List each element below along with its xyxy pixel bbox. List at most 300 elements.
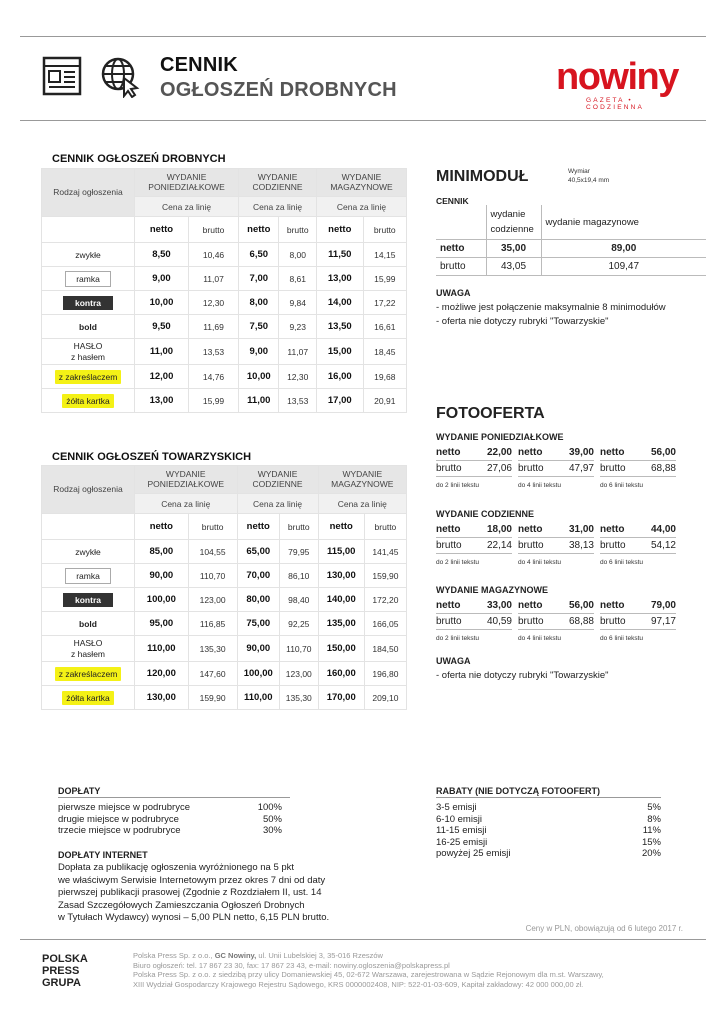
mm-netto-label: netto xyxy=(436,240,486,258)
netto-value: 31,00 xyxy=(568,524,594,535)
fotooferta-section-title: WYDANIE PONIEDZIAŁKOWE xyxy=(436,432,564,442)
footer-line1-post: ul. Unii Lubelskiej 3, 35-016 Rzeszów xyxy=(256,951,383,960)
row-label: HASŁO xyxy=(73,340,103,351)
brutto-value: 209,10 xyxy=(364,686,406,710)
logo-text: nowiny xyxy=(556,56,678,98)
row-label-cell xyxy=(42,612,135,636)
row-label: żółta kartka xyxy=(62,691,113,705)
rabaty-label: 11-15 emisji xyxy=(436,825,487,836)
brutto-value: 110,70 xyxy=(279,636,318,662)
brutto-value: 15,99 xyxy=(363,267,406,291)
fotooferta-netto-row xyxy=(436,445,512,461)
brutto-value: 16,61 xyxy=(363,315,406,339)
towarzyskich-title: CENNIK OGŁOSZEŃ TOWARZYSKICH xyxy=(52,451,252,463)
netto-value: 65,00 xyxy=(237,540,279,564)
doplaty-item xyxy=(58,814,282,826)
row-label-cell xyxy=(42,636,135,662)
fotooferta-note: do 4 linii tekstu xyxy=(518,559,561,566)
netto-header: netto xyxy=(318,514,364,540)
fotooferta-cell xyxy=(518,598,594,642)
brutto-value: 13,53 xyxy=(279,389,317,413)
table-row xyxy=(42,662,407,686)
netto-value: 90,00 xyxy=(237,636,279,662)
fotooferta-note: do 2 linii tekstu xyxy=(436,559,479,566)
brutto-value: 86,10 xyxy=(279,564,318,588)
brutto-value: 47,97 xyxy=(568,463,594,474)
doplaty-value: 50% xyxy=(262,813,282,825)
footer-line2: Biuro ogłoszeń: tel. 17 867 23 30, fax: 17 867 23 43, e-mail: nowiny.ogloszenia@polskapress.pl xyxy=(133,960,450,970)
edition-header: WYDANIE CODZIENNE xyxy=(239,169,317,197)
table-row xyxy=(42,267,407,291)
internet-line: pierwszej publikacji prasowej (Zgodnie z Rozdziałem II, ust. 14 xyxy=(58,887,322,898)
netto-value: 130,00 xyxy=(318,564,364,588)
brutto-label: brutto xyxy=(518,616,544,627)
brutto-value: 9,84 xyxy=(279,291,317,315)
mm-brutto-value: 43,05 xyxy=(486,258,541,276)
row-label: HASŁO xyxy=(73,637,103,648)
brutto-value: 196,80 xyxy=(364,662,406,686)
netto-value: 56,00 xyxy=(650,447,676,458)
netto-value: 39,00 xyxy=(568,447,594,458)
rabaty-item xyxy=(436,814,661,826)
minimodul-cennik-label: CENNIK xyxy=(436,196,469,206)
netto-value: 8,50 xyxy=(135,243,189,267)
footer-address xyxy=(133,951,693,989)
brutto-value: 10,46 xyxy=(188,243,238,267)
netto-value: 6,50 xyxy=(239,243,279,267)
brutto-value: 110,70 xyxy=(188,564,237,588)
netto-value: 120,00 xyxy=(135,662,189,686)
fotooferta-cell xyxy=(600,522,676,566)
doplaty-label: pierwsze miejsce w podrubryce xyxy=(58,802,190,813)
brutto-value: 12,30 xyxy=(188,291,238,315)
fotooferta-section-title: WYDANIE CODZIENNE xyxy=(436,509,535,519)
netto-value: 9,00 xyxy=(239,339,279,365)
netto-value: 10,00 xyxy=(135,291,189,315)
table-row xyxy=(42,588,407,612)
netto-value: 110,00 xyxy=(135,636,189,662)
brutto-value: 11,69 xyxy=(188,315,238,339)
row-label: bold xyxy=(79,321,97,332)
netto-label: netto xyxy=(518,447,543,458)
brutto-value: 68,88 xyxy=(650,463,676,474)
table-row xyxy=(42,636,407,662)
fotooferta-note: do 6 linii tekstu xyxy=(600,635,643,642)
netto-value: 100,00 xyxy=(135,588,189,612)
brutto-value: 135,30 xyxy=(188,636,237,662)
wymiar-value: 40,5x19,4 mm xyxy=(568,177,610,184)
rodzaj-header: Rodzaj ogłoszenia xyxy=(42,169,135,217)
brutto-value: 40,59 xyxy=(486,616,512,627)
cena-header: Cena za linię xyxy=(237,494,318,514)
brutto-value: 11,07 xyxy=(279,339,317,365)
netto-label: netto xyxy=(436,524,461,535)
newspaper-icon xyxy=(42,56,82,96)
fotooferta-netto-row xyxy=(518,598,594,614)
netto-label: netto xyxy=(436,600,461,611)
netto-value: 11,50 xyxy=(316,243,363,267)
fotooferta-note: do 4 linii tekstu xyxy=(518,482,561,489)
logo-line: PRESS xyxy=(42,965,80,977)
netto-value: 13,00 xyxy=(135,389,189,413)
cena-header: Cena za linię xyxy=(239,197,317,217)
internet-line: Zasad Szczegółowych Zamieszczania Ogłoszeń Drobnych xyxy=(58,899,305,911)
netto-value: 110,00 xyxy=(237,686,279,710)
netto-value: 12,00 xyxy=(135,365,189,389)
netto-value: 44,00 xyxy=(650,524,676,535)
edition-header: WYDANIE PONIEDZIAŁKOWE xyxy=(135,466,238,494)
brutto-label: brutto xyxy=(436,463,462,474)
fotooferta-brutto-row xyxy=(600,461,676,477)
netto-value: 18,00 xyxy=(486,524,512,535)
netto-header: netto xyxy=(135,217,189,243)
minimodul-table xyxy=(436,205,706,276)
brutto-value: 19,68 xyxy=(363,365,406,389)
netto-value: 8,00 xyxy=(239,291,279,315)
mm-brutto-label: brutto xyxy=(436,258,486,276)
row-label: żółta kartka xyxy=(62,394,113,408)
doplaty-value: 30% xyxy=(262,825,282,836)
rabaty-value: 15% xyxy=(641,836,661,848)
brutto-label: brutto xyxy=(600,616,626,627)
brutto-value: 68,88 xyxy=(568,616,594,627)
rabaty-item xyxy=(436,825,661,837)
row-label: kontra xyxy=(63,296,113,310)
doplaty-title: DOPŁATY xyxy=(58,786,101,796)
brutto-value: 159,90 xyxy=(188,686,237,710)
netto-label: netto xyxy=(518,524,543,535)
row-label: kontra xyxy=(63,593,113,607)
brutto-value: 12,30 xyxy=(279,365,317,389)
netto-value: 14,00 xyxy=(316,291,363,315)
mm-netto-value: 35,00 xyxy=(486,240,541,258)
fotooferta-netto-row xyxy=(436,598,512,614)
row-label: zwykłe xyxy=(75,249,101,260)
brutto-value: 27,06 xyxy=(486,463,512,474)
brutto-value: 8,61 xyxy=(279,267,317,291)
netto-value: 115,00 xyxy=(318,540,364,564)
table-row xyxy=(42,291,407,315)
netto-label: netto xyxy=(600,524,625,535)
brutto-value: 22,14 xyxy=(486,540,512,551)
table-row xyxy=(42,339,407,365)
fotooferta-cell xyxy=(436,445,512,489)
empty-cell xyxy=(436,205,486,240)
row-label-cell xyxy=(42,686,135,710)
drobnych-price-table xyxy=(41,168,407,413)
logo-line: GRUPA xyxy=(42,977,81,989)
netto-value: 160,00 xyxy=(318,662,364,686)
brutto-label: brutto xyxy=(600,463,626,474)
rabaty-rule xyxy=(436,797,661,798)
nowiny-logo xyxy=(556,58,686,111)
brutto-header: brutto xyxy=(364,514,406,540)
row-label: bold xyxy=(79,618,97,629)
brutto-value: 116,85 xyxy=(188,612,237,636)
rabaty-item xyxy=(436,848,661,860)
netto-value: 90,00 xyxy=(135,564,189,588)
fotooferta-brutto-row xyxy=(436,538,512,554)
cena-header: Cena za linię xyxy=(316,197,406,217)
fotooferta-cell xyxy=(518,445,594,489)
fotooferta-netto-row xyxy=(600,445,676,461)
brutto-header: brutto xyxy=(188,514,237,540)
fotooferta-cell xyxy=(518,522,594,566)
brutto-header: brutto xyxy=(279,217,317,243)
minimodul-title: MINIMODUŁ xyxy=(436,168,529,185)
rabaty-item xyxy=(436,837,661,849)
towarzyskich-price-table xyxy=(41,465,407,710)
mm-brutto-value: 109,47 xyxy=(541,258,706,276)
row-label: z zakreślaczem xyxy=(55,667,122,681)
netto-value: 33,00 xyxy=(486,600,512,611)
rabaty-value: 5% xyxy=(647,802,661,813)
fotooferta-cell xyxy=(436,598,512,642)
row-label-cell xyxy=(42,291,135,315)
brutto-label: brutto xyxy=(436,540,462,551)
footer-rule xyxy=(20,939,706,940)
netto-value: 11,00 xyxy=(239,389,279,413)
fotooferta-brutto-row xyxy=(600,614,676,630)
netto-value: 16,00 xyxy=(316,365,363,389)
netto-value: 100,00 xyxy=(237,662,279,686)
netto-label: netto xyxy=(600,600,625,611)
table-row xyxy=(42,564,407,588)
table-row xyxy=(42,243,407,267)
fotooferta-cell xyxy=(600,598,676,642)
netto-value: 22,00 xyxy=(486,447,512,458)
netto-value: 10,00 xyxy=(239,365,279,389)
netto-header: netto xyxy=(237,514,279,540)
fotooferta-title: FOTOOFERTA xyxy=(436,405,545,422)
row-label: ramka xyxy=(65,568,111,584)
brutto-value: 14,76 xyxy=(188,365,238,389)
doplaty-label: drugie miejsce w podrubryce xyxy=(58,813,179,825)
minimodul-uwaga-line: - oferta nie dotyczy rubryki "Towarzyskie" xyxy=(436,316,609,327)
netto-value: 9,00 xyxy=(135,267,189,291)
doplaty-item xyxy=(58,825,282,837)
netto-label: netto xyxy=(600,447,625,458)
brutto-value: 135,30 xyxy=(279,686,318,710)
netto-value: 95,00 xyxy=(135,612,189,636)
rabaty-value: 11% xyxy=(642,825,661,836)
row-label-cell xyxy=(42,662,135,686)
internet-line: Dopłata za publikację ogłoszenia wyróżnionego na 5 pkt xyxy=(58,862,295,873)
fotooferta-netto-row xyxy=(436,522,512,538)
netto-value: 135,00 xyxy=(318,612,364,636)
edition-header: WYDANIE MAGAZYNOWE xyxy=(316,169,406,197)
fotooferta-note: do 2 linii tekstu xyxy=(436,482,479,489)
netto-value: 9,50 xyxy=(135,315,189,339)
rabaty-label: 6-10 emisji xyxy=(436,813,482,825)
brutto-value: 14,15 xyxy=(363,243,406,267)
netto-value: 7,50 xyxy=(239,315,279,339)
netto-value: 15,00 xyxy=(316,339,363,365)
brutto-value: 92,25 xyxy=(279,612,318,636)
brutto-label: brutto xyxy=(600,540,626,551)
brutto-value: 8,00 xyxy=(279,243,317,267)
fotooferta-cell xyxy=(436,522,512,566)
table-row xyxy=(42,540,407,564)
fotooferta-netto-row xyxy=(600,598,676,614)
netto-value: 70,00 xyxy=(237,564,279,588)
netto-value: 17,00 xyxy=(316,389,363,413)
table-row xyxy=(42,315,407,339)
validity-note: Ceny w PLN, obowiązują od 6 lutego 2017 r. xyxy=(525,924,683,933)
row-label-sub: z hasłem xyxy=(70,351,105,362)
brutto-value: 184,50 xyxy=(364,636,406,662)
netto-header: netto xyxy=(239,217,279,243)
brutto-value: 166,05 xyxy=(364,612,406,636)
polska-press-logo xyxy=(42,953,88,989)
cena-header: Cena za linię xyxy=(318,494,406,514)
doplaty-internet-text xyxy=(58,862,358,925)
doplaty-value: 100% xyxy=(257,802,282,813)
row-label-cell xyxy=(42,389,135,413)
top-rule xyxy=(20,36,706,37)
netto-value: 11,00 xyxy=(135,339,189,365)
minimodul-uwaga-line: - możliwe jest połączenie maksymalnie 8 minimodułów xyxy=(436,302,666,313)
table-row xyxy=(42,612,407,636)
footer-line3: Polska Press Sp. z o.o. z siedzibą przy ulicy Domaniewskiej 45, 02-672 Warszawa, zarejestrowana w Sądzie Rejonowym dla m.st. Warszawy, xyxy=(133,970,604,979)
internet-line: we właściwym Serwisie Internetowym przez okres 7 dni od daty xyxy=(58,874,326,886)
row-label-sub: z hasłem xyxy=(70,648,105,659)
rabaty-item xyxy=(436,802,661,814)
doplaty-item xyxy=(58,802,282,814)
brutto-header: brutto xyxy=(188,217,238,243)
brutto-value: 147,60 xyxy=(188,662,237,686)
rabaty-title: RABATY (NIE DOTYCZĄ FOTOOFERT) xyxy=(436,786,600,796)
fotooferta-uwaga-text: - oferta nie dotyczy rubryki "Towarzyskie" xyxy=(436,670,609,681)
footer-line1-pre: Polska Press Sp. z o.o., xyxy=(133,951,215,960)
brutto-value: 11,07 xyxy=(188,267,238,291)
row-label-cell xyxy=(42,339,135,365)
brutto-header: brutto xyxy=(279,514,318,540)
brutto-value: 20,91 xyxy=(363,389,406,413)
drobnych-title: CENNIK OGŁOSZEŃ DROBNYCH xyxy=(52,153,226,165)
internet-line: w Tytułach Wydawcy) wynosi – 5,00 PLN netto, 6,15 PLN brutto. xyxy=(58,912,330,923)
footer-line1-bold: GC Nowiny, xyxy=(214,951,257,960)
row-label-cell xyxy=(42,243,135,267)
logo-subtitle: GAZETA • CODZIENNA xyxy=(586,97,645,111)
fotooferta-brutto-row xyxy=(518,614,594,630)
brutto-value: 141,45 xyxy=(364,540,406,564)
netto-value: 130,00 xyxy=(135,686,189,710)
logo-line: POLSKA xyxy=(42,953,88,965)
rabaty-value: 8% xyxy=(647,813,661,825)
brutto-value: 79,95 xyxy=(279,540,318,564)
netto-value: 150,00 xyxy=(318,636,364,662)
row-label: z zakreślaczem xyxy=(55,370,122,384)
fotooferta-note: do 4 linii tekstu xyxy=(518,635,561,642)
fotooferta-note: do 2 linii tekstu xyxy=(436,635,479,642)
brutto-label: brutto xyxy=(436,616,462,627)
brutto-value: 104,55 xyxy=(188,540,237,564)
edition-header: WYDANIE CODZIENNE xyxy=(237,466,318,494)
fotooferta-brutto-row xyxy=(600,538,676,554)
empty-cell xyxy=(42,514,135,540)
table-row xyxy=(42,365,407,389)
fotooferta-uwaga-title: UWAGA xyxy=(436,656,471,666)
row-label-cell xyxy=(42,564,135,588)
footer-line4: XIII Wydział Gospodarczy Krajowego Rejestru Sądowego, KRS 0000002408, NIP: 522-01-03-609, Kapitał zakładowy: 42 000 000,00 zł. xyxy=(133,979,584,989)
rodzaj-header: Rodzaj ogłoszenia xyxy=(42,466,135,514)
brutto-label: brutto xyxy=(518,463,544,474)
row-label: zwykłe xyxy=(75,546,101,557)
row-label: ramka xyxy=(65,271,111,287)
netto-header: netto xyxy=(316,217,363,243)
row-label-cell xyxy=(42,365,135,389)
netto-value: 13,50 xyxy=(316,315,363,339)
table-row xyxy=(42,389,407,413)
fotooferta-section-title: WYDANIE MAGAZYNOWE xyxy=(436,585,548,595)
brutto-value: 123,00 xyxy=(188,588,237,612)
page-subtitle: OGŁOSZEŃ DROBNYCH xyxy=(160,79,397,101)
fotooferta-brutto-row xyxy=(518,538,594,554)
netto-label: netto xyxy=(518,600,543,611)
fotooferta-netto-row xyxy=(518,445,594,461)
cena-header: Cena za linię xyxy=(135,494,238,514)
rabaty-list xyxy=(436,802,661,860)
doplaty-list xyxy=(58,802,282,837)
fotooferta-brutto-row xyxy=(436,461,512,477)
brutto-value: 159,90 xyxy=(364,564,406,588)
netto-header: netto xyxy=(135,514,189,540)
brutto-value: 97,17 xyxy=(650,616,676,627)
netto-value: 80,00 xyxy=(237,588,279,612)
wymiar-label: Wymiar xyxy=(568,168,590,175)
netto-value: 7,00 xyxy=(239,267,279,291)
netto-value: 56,00 xyxy=(568,600,594,611)
page-title: CENNIK xyxy=(160,54,238,76)
brutto-value: 13,53 xyxy=(188,339,238,365)
fotooferta-netto-row xyxy=(518,522,594,538)
row-label-cell xyxy=(42,267,135,291)
rabaty-label: powyżej 25 emisji xyxy=(436,848,511,859)
fotooferta-note: do 6 linii tekstu xyxy=(600,482,643,489)
cena-header: Cena za linię xyxy=(135,197,239,217)
netto-value: 85,00 xyxy=(135,540,189,564)
brutto-value: 54,12 xyxy=(650,540,676,551)
netto-value: 140,00 xyxy=(318,588,364,612)
brutto-value: 15,99 xyxy=(188,389,238,413)
doplaty-rule xyxy=(58,797,290,798)
brutto-value: 17,22 xyxy=(363,291,406,315)
brutto-value: 123,00 xyxy=(279,662,318,686)
rabaty-label: 3-5 emisji xyxy=(436,802,477,813)
minimodul-uwaga-title: UWAGA xyxy=(436,288,471,298)
row-label-cell xyxy=(42,588,135,612)
fotooferta-cell xyxy=(600,445,676,489)
edition-header: WYDANIE MAGAZYNOWE xyxy=(318,466,406,494)
netto-value: 75,00 xyxy=(237,612,279,636)
brutto-label: brutto xyxy=(518,540,544,551)
mm-netto-value: 89,00 xyxy=(541,240,706,258)
netto-value: 13,00 xyxy=(316,267,363,291)
brutto-value: 98,40 xyxy=(279,588,318,612)
header-rule xyxy=(20,120,706,121)
fotooferta-note: do 6 linii tekstu xyxy=(600,559,643,566)
doplaty-label: trzecie miejsce w podrubryce xyxy=(58,825,181,836)
fotooferta-netto-row xyxy=(600,522,676,538)
brutto-header: brutto xyxy=(363,217,406,243)
doplaty-internet-title: DOPŁATY INTERNET xyxy=(58,850,148,860)
table-row xyxy=(42,686,407,710)
web-cursor-icon xyxy=(100,56,142,98)
fotooferta-brutto-row xyxy=(436,614,512,630)
brutto-value: 172,20 xyxy=(364,588,406,612)
mm-col-codzienne: wydanie codzienne xyxy=(486,205,541,240)
